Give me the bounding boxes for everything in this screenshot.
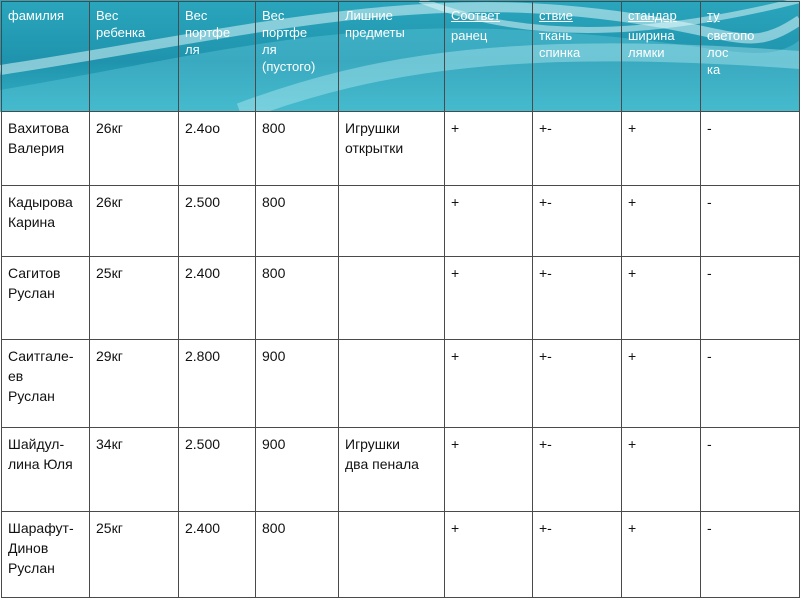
cell-empty-weight: 900 bbox=[256, 428, 339, 512]
cell-fabric: +- bbox=[533, 512, 622, 598]
cell-bag-weight: 2.400 bbox=[179, 512, 256, 598]
table-row bbox=[2, 340, 800, 428]
header-row bbox=[2, 2, 800, 112]
cell-empty-weight: 900 bbox=[256, 340, 339, 428]
cell-fabric: +- bbox=[533, 112, 622, 186]
cell-straps: + bbox=[622, 512, 701, 598]
cell-backpack: + bbox=[445, 428, 533, 512]
table-row bbox=[2, 512, 800, 598]
cell-child-weight: 26кг bbox=[90, 186, 179, 257]
cell-child-weight: 26кг bbox=[90, 112, 179, 186]
cell-straps: + bbox=[622, 257, 701, 340]
cell-name: Шарафут- Динов Руслан bbox=[2, 512, 90, 598]
cell-extra bbox=[339, 512, 445, 598]
cell-bag-weight: 2.800 bbox=[179, 340, 256, 428]
cell-fabric: +- bbox=[533, 428, 622, 512]
cell-bag-weight: 2.500 bbox=[179, 186, 256, 257]
cell-backpack: + bbox=[445, 186, 533, 257]
cell-extra bbox=[339, 186, 445, 257]
cell-backpack: + bbox=[445, 112, 533, 186]
table-row bbox=[2, 257, 800, 340]
header-standard-1-top: Соответ bbox=[451, 8, 501, 23]
header-empty-bag-weight: Вес портфе ля (пустого) bbox=[256, 2, 339, 112]
cell-straps: + bbox=[622, 340, 701, 428]
header-standard-2 bbox=[533, 2, 622, 112]
header-standard-2-top: ствие bbox=[539, 8, 573, 23]
header-standard-4 bbox=[701, 2, 800, 112]
cell-name: Кадырова Карина bbox=[2, 186, 90, 257]
cell-name: Сагитов Руслан bbox=[2, 257, 90, 340]
cell-name: Шайдул- лина Юля bbox=[2, 428, 90, 512]
header-standard-1 bbox=[445, 2, 533, 112]
cell-fabric: +- bbox=[533, 186, 622, 257]
cell-empty-weight: 800 bbox=[256, 112, 339, 186]
cell-bag-weight: 2.400 bbox=[179, 257, 256, 340]
cell-extra bbox=[339, 257, 445, 340]
header-extra-items: Лишние предметы bbox=[339, 2, 445, 112]
cell-name: Саитгале- ев Руслан bbox=[2, 340, 90, 428]
table-row bbox=[2, 186, 800, 257]
cell-fabric: +- bbox=[533, 257, 622, 340]
cell-reflector: - bbox=[701, 512, 800, 598]
cell-reflector: - bbox=[701, 340, 800, 428]
cell-empty-weight: 800 bbox=[256, 257, 339, 340]
cell-straps: + bbox=[622, 112, 701, 186]
cell-empty-weight: 800 bbox=[256, 512, 339, 598]
cell-child-weight: 25кг bbox=[90, 512, 179, 598]
header-bag-weight: Вес портфе ля bbox=[179, 2, 256, 112]
cell-straps: + bbox=[622, 186, 701, 257]
cell-backpack: + bbox=[445, 340, 533, 428]
cell-backpack: + bbox=[445, 512, 533, 598]
table-row bbox=[2, 428, 800, 512]
header-standard-3-top: стандар bbox=[628, 8, 677, 23]
header-standard-4-bottom: светопо лос ка bbox=[707, 28, 755, 77]
cell-straps: + bbox=[622, 428, 701, 512]
header-child-weight: Вес ребенка bbox=[90, 2, 179, 112]
header-standard-1-bottom: ранец bbox=[451, 28, 488, 43]
cell-extra bbox=[339, 340, 445, 428]
cell-reflector: - bbox=[701, 112, 800, 186]
cell-extra: Игрушки два пенала bbox=[339, 428, 445, 512]
cell-reflector: - bbox=[701, 257, 800, 340]
header-surname: фамилия bbox=[2, 2, 90, 112]
header-standard-3-bottom: ширина лямки bbox=[628, 28, 675, 60]
header-standard-2-bottom: ткань спинка bbox=[539, 28, 581, 60]
cell-child-weight: 29кг bbox=[90, 340, 179, 428]
cell-extra: Игрушки открытки bbox=[339, 112, 445, 186]
cell-bag-weight: 2.4оо bbox=[179, 112, 256, 186]
cell-backpack: + bbox=[445, 257, 533, 340]
header-standard-4-top: ту bbox=[707, 8, 720, 23]
data-table bbox=[1, 1, 800, 598]
table-row bbox=[2, 112, 800, 186]
header-standard-3 bbox=[622, 2, 701, 112]
cell-reflector: - bbox=[701, 186, 800, 257]
cell-child-weight: 34кг bbox=[90, 428, 179, 512]
cell-child-weight: 25кг bbox=[90, 257, 179, 340]
cell-name: Вахитова Валерия bbox=[2, 112, 90, 186]
cell-reflector: - bbox=[701, 428, 800, 512]
cell-fabric: +- bbox=[533, 340, 622, 428]
cell-empty-weight: 800 bbox=[256, 186, 339, 257]
cell-bag-weight: 2.500 bbox=[179, 428, 256, 512]
